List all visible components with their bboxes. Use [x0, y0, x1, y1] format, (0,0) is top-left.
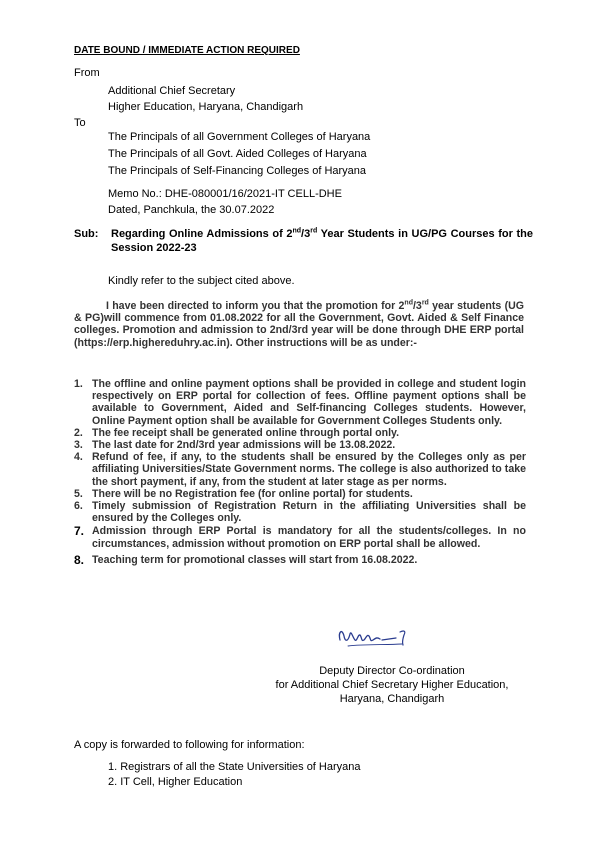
- refer-line: Kindly refer to the subject cited above.: [108, 275, 295, 287]
- instruction-item: 5. There will be no Registration fee (for online portal) for students.: [74, 487, 413, 500]
- signatory-place: Haryana, Chandigarh: [339, 693, 445, 705]
- to-label: To: [74, 117, 86, 129]
- instructions-list: [74, 378, 526, 566]
- to-line-2: The Principals of all Govt. Aided Colleges of Haryana: [108, 148, 367, 160]
- priority-heading: DATE BOUND / IMMEDIATE ACTION REQUIRED: [74, 45, 300, 56]
- intro-paragraph: I have been directed to inform you that the promotion for 2nd/3rd year students (UG & PG)will commence from 01.08.2022 for all the Government, Govt. Aided & Self Finance colleges. Promotion and admission to 2nd/3rd year will be done through DHE ERP portal (https://erp.highereduhry.ac.in). Other instructions will be as under:-: [74, 299, 524, 349]
- from-line-1: Additional Chief Secretary: [108, 85, 236, 97]
- instruction-item: 1. The offline and online payment options shall be provided in college and student login respectively on ERP portal for collection of fees. Offline payment options shall be available to Government, Aided and Self-financing Colleges students. However, Online Payment option shall be available for Government Colleges Students only.: [74, 378, 526, 427]
- copy-list: [108, 760, 361, 789]
- instruction-item: 7. Admission through ERP Portal is mandatory for all the students/colleges. In no circumstances, admission without promotion on ERP portal shall be allowed.: [74, 524, 526, 550]
- memo-number: Memo No.: DHE-080001/16/2021-IT CELL-DHE: [108, 188, 342, 200]
- subject-label: Sub:: [74, 228, 99, 240]
- from-line-2: Higher Education, Haryana, Chandigarh: [108, 101, 304, 113]
- instruction-item: 3. The last date for 2nd/3rd year admissions will be 13.08.2022.: [74, 439, 396, 452]
- signatory-block: [262, 664, 522, 706]
- copy-item: 2. IT Cell, Higher Education: [108, 775, 243, 788]
- from-label: From: [74, 67, 100, 79]
- to-line-1: The Principals of all Government Colleges of Haryana: [108, 131, 371, 143]
- instruction-item: 6. Timely submission of Registration Return in the affiliating Universities shall be ensured by the Colleges only.: [74, 500, 526, 525]
- copy-heading: A copy is forwarded to following for information:: [74, 739, 305, 751]
- memo-date: Dated, Panchkula, the 30.07.2022: [108, 204, 275, 216]
- subject-text: Regarding Online Admissions of 2nd/3rd Year Students in UG/PG Courses for the Session 2022-23: [111, 227, 533, 254]
- instruction-item: 2. The fee receipt shall be generated online through portal only.: [74, 426, 400, 439]
- copy-item: 1. Registrars of all the State Universities of Haryana: [108, 761, 361, 773]
- instruction-item: 8. Teaching term for promotional classes will start from 16.08.2022.: [74, 552, 418, 567]
- signatory-designation: Deputy Director Co-ordination: [319, 665, 465, 677]
- to-line-3: The Principals of Self-Financing Colleges of Haryana: [108, 165, 367, 177]
- signature-image: [334, 618, 414, 652]
- instruction-item: 4. Refund of fee, if any, to the students shall be ensured by the Colleges only as per affiliating Universities/State Government norms. The college is also authorized to take the short payment, if any, from the student at later stage as per norms.: [74, 451, 526, 488]
- signatory-for-line: for Additional Chief Secretary Higher Education,: [275, 679, 509, 691]
